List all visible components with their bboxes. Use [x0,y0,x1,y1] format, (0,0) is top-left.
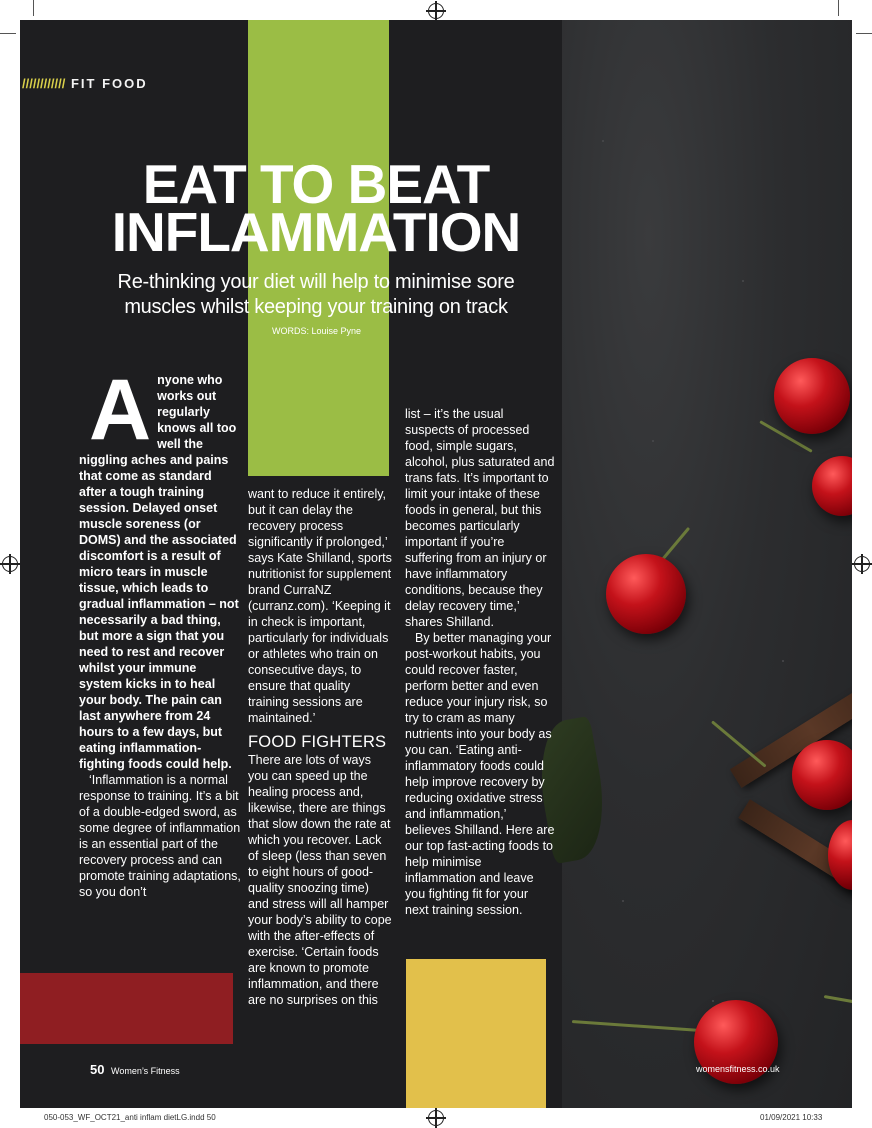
cherry-icon [828,820,852,890]
crop-mark [856,33,872,34]
yellow-accent-block [406,959,546,1108]
body-paragraph: There are lots of ways you can speed up the healing process and, likewise, there are things that slow down the rate at which you recover. Lack of sleep (less than seven to eight hours of good-quality snoozing time) and stress will all hamper your body’s ability to cope with the after-effects of exercise. ‘Certain foods are known to promote inflammation, and there are no surprises on this [248,753,392,1007]
article-column-1 [79,362,241,900]
website-url: womensfitness.co.uk [696,1064,780,1074]
headline [56,153,576,263]
subheading: FOOD FIGHTERS [248,733,387,751]
body-paragraph: ‘Inflammation is a normal response to training. It’s a bit of a double-edged sword, as some degree of inflammation is an essential part of the recovery process and can promote training adaptations, so you don’t [79,773,241,899]
lede-paragraph: nyone who works out regularly knows all too well the niggling aches and pains that come as standard after a tough training session. Delayed onset muscle soreness (or DOMS) and the associated discomfort is a result of micro tears in muscle tissue, which leads to gradual inflammation – not necessarily a bad thing, but more a sign that you need to rest and recover whilst your immune system kicks in to heal your body. The pain can last anywhere from 24 hours to a few days, but eating inflammation-fighting foods could help. [79,373,239,771]
section-title: FIT FOOD [70,76,148,91]
crop-mark [838,0,839,16]
article-column-2 [248,486,393,1008]
registration-mark-icon [428,3,444,19]
section-label [22,76,148,91]
cherry-icon [812,456,852,516]
cherry-icon [774,358,850,434]
page-number: 50 [90,1062,105,1077]
headline-line-2: INFLAMMATION [111,201,521,263]
drop-cap: A [89,362,152,458]
magazine-name: Women’s Fitness [110,1066,180,1076]
print-slug-timestamp: 01/09/2021 10:33 [760,1113,823,1122]
crop-mark [33,0,34,16]
byline: WORDS: Louise Pyne [272,326,362,336]
cherry-icon [606,554,686,634]
folio [90,1062,180,1077]
red-accent-block [20,973,233,1044]
body-paragraph: list – it’s the usual suspects of processed food, simple sugars, alcohol, plus saturated and trans fats. It’s important to limit your intake of these foods in general, but this becomes particularly important if you’re suffering from an injury or have inflammatory conditions, because they delay recovery time,’ shares Shilland. [405,407,555,629]
headline-line-1: EAT TO BEAT [142,153,490,215]
registration-mark-icon [2,556,18,572]
body-paragraph: By better managing your post-workout habits, you could recover faster, perform better and even reduce your injury risk, so try to cram as many nutrients into your body as you can. ‘Eating anti-inflammatory foods could help improve recovery by reducing oxidative stress and inflammation,’ believes Shilland. Here are our top fast-acting foods to help minimise inflammation and leave you fighting fit for your next training session. [405,631,555,917]
cherry-icon [792,740,852,810]
cherries-photo [562,20,852,1108]
article-column-3 [405,406,555,918]
registration-mark-icon [854,556,870,572]
standfirst: Re-thinking your diet will help to minimise sore muscles whilst keeping your training on track [117,271,515,318]
body-paragraph: want to reduce it entirely, but it can delay the recovery process significantly if prolonged,’ says Kate Shilland, sports nutritionist for supplement brand CurraNZ (curranz.com). ‘Keeping it in check is important, particularly for individuals or athletes who train on consecutive days, to ensure that quality training sessions are maintained.’ [248,487,392,725]
crop-mark [0,33,16,34]
print-slug-file: 050-053_WF_OCT21_anti inflam dietLG.indd 50 [44,1113,216,1122]
section-slashes: //////////// [22,76,66,91]
registration-mark-icon [428,1110,444,1126]
magazine-page [20,20,852,1108]
